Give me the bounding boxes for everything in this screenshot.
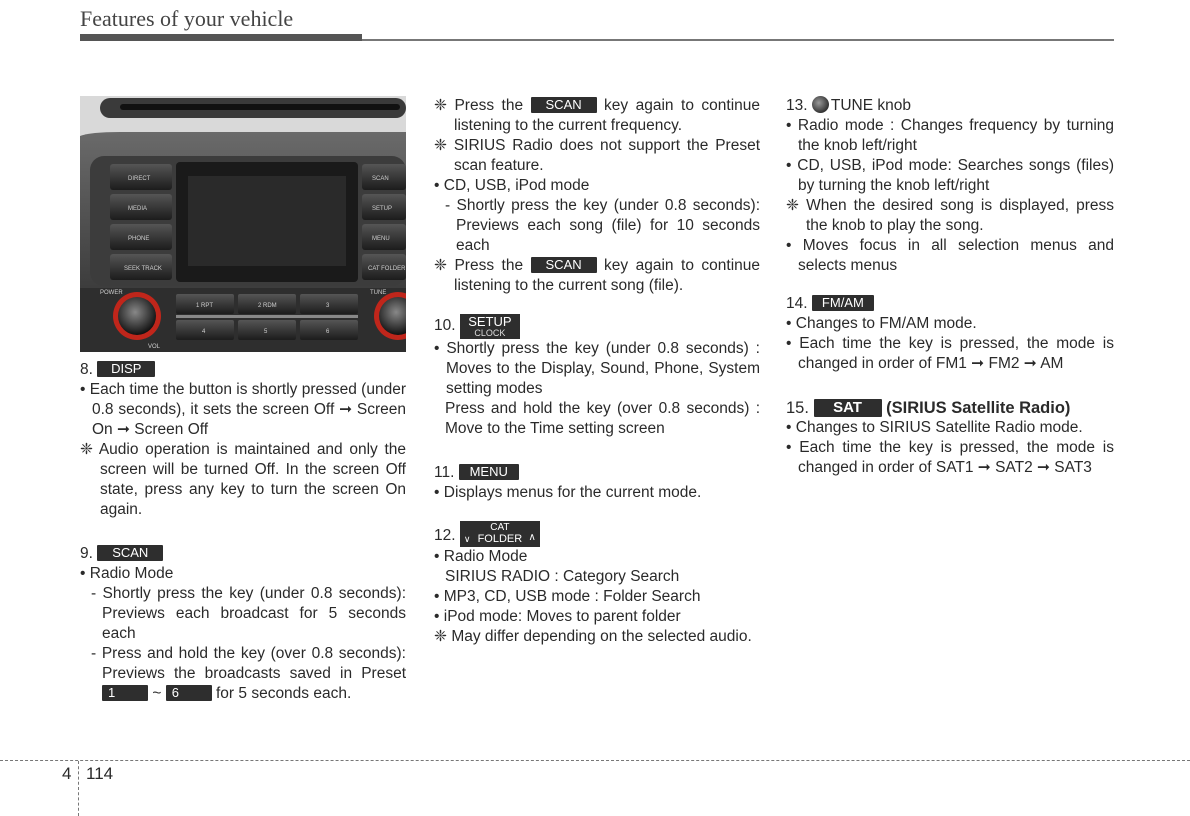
bullet-symbol: •	[786, 315, 792, 332]
chevron-down-icon: ∨	[463, 534, 471, 544]
column-right	[786, 96, 1114, 478]
setup-label: SETUP	[468, 314, 512, 329]
bullet-symbol: •	[786, 157, 792, 174]
item-9-dash-2-end: for 5 seconds each.	[216, 685, 352, 702]
scan-note-1	[434, 96, 760, 136]
item-number: 13.	[786, 97, 808, 114]
item-13-bullet-3	[786, 236, 1114, 276]
item-9-heading	[80, 544, 406, 564]
item-10-bullet	[434, 339, 760, 399]
radio-preset-2: 2 RDM	[258, 303, 277, 309]
bullet-text: Each time the key is pressed, the mode is changed in order of SAT1 ➞ SAT2 ➞ SAT3	[798, 439, 1114, 476]
item-13-bullet-1	[786, 116, 1114, 156]
footer-dashed-rule	[0, 760, 1190, 761]
radio-btn-phone: PHONE	[128, 236, 150, 242]
item-8-note-text: Audio operation is maintained and only the screen will be turned Off. In the screen Off state, press any key to turn the screen On again.	[98, 441, 407, 518]
item-13-heading	[786, 96, 1114, 116]
bullet-text: Moves focus in all selection menus and selects menus	[798, 237, 1114, 274]
folder-label: FOLDER	[477, 533, 523, 545]
bullet-text: Changes to FM/AM mode.	[795, 315, 977, 332]
bullet-symbol: •	[434, 608, 440, 625]
item-14-bullet-2	[786, 334, 1114, 374]
para-text: SIRIUS RADIO : Category Search	[445, 568, 680, 585]
fm-am-key-label: FM/AM	[812, 295, 874, 311]
bullet-text: CD, USB, iPod mode: Searches songs (files) by turning the knob left/right	[797, 157, 1114, 194]
bullet-text: Displays menus for the current mode.	[443, 484, 702, 501]
menu-key-label: MENU	[459, 464, 519, 480]
radio-preset-6: 6	[326, 329, 330, 335]
cat-folder-key-label	[460, 521, 540, 547]
dash-text: Shortly press the key (under 0.8 seconds): Previews each song (file) for 10 seconds each	[456, 197, 760, 254]
item-12-bullet-2	[434, 587, 760, 607]
item-13-bullet-2	[786, 156, 1114, 196]
tune-knob-icon	[812, 96, 829, 113]
item-14-heading	[786, 294, 1114, 314]
scan-key-label: SCAN	[531, 257, 597, 273]
chapter-number: 4	[62, 764, 72, 783]
bullet-text: Radio mode : Changes frequency by turning the knob left/right	[797, 117, 1115, 154]
bullet-symbol: •	[434, 588, 440, 605]
radio-btn-cat-folder: CAT FOLDER	[368, 266, 406, 272]
bullet-symbol: •	[786, 117, 792, 134]
note-text: SIRIUS Radio does not support the Preset scan feature.	[453, 137, 761, 174]
note-symbol: ❈	[786, 197, 799, 214]
radio-btn-menu: MENU	[372, 236, 390, 242]
dash-symbol: -	[91, 585, 97, 602]
item-10-heading	[434, 314, 760, 339]
item-12-note	[434, 627, 760, 647]
item-9-bullet	[80, 564, 406, 584]
dash-symbol: -	[445, 197, 451, 214]
note-text: key again to continue listening to the current song (file).	[454, 257, 761, 294]
radio-btn-scan: SCAN	[372, 176, 389, 182]
radio-btn-direct: DIRECT	[128, 176, 151, 182]
cd-usb-dash	[434, 196, 760, 256]
item-9-dash-1	[80, 584, 406, 644]
disp-key-label: DISP	[97, 361, 155, 377]
radio-preset-4: 4	[202, 329, 206, 335]
item-number: 10.	[434, 317, 456, 334]
item-number: 8.	[80, 361, 93, 378]
item-8-bullet	[80, 380, 406, 440]
note-symbol: ❈	[434, 257, 447, 274]
preset-6-key-label: 6	[166, 685, 212, 701]
item-12-bullet-1	[434, 547, 760, 567]
item-number: 14.	[786, 295, 808, 312]
cat-label: CAT	[490, 522, 510, 533]
item-15-bullet-2	[786, 438, 1114, 478]
bullet-text: Changes to SIRIUS Satellite Radio mode.	[795, 419, 1083, 436]
note-symbol: ❈	[434, 97, 447, 114]
item-13-title: TUNE knob	[830, 97, 911, 114]
bullet-symbol: •	[786, 419, 792, 436]
radio-preset-3: 3	[326, 303, 330, 309]
bullet-symbol: •	[434, 177, 440, 194]
item-8-note	[80, 440, 406, 520]
item-13-note	[786, 196, 1114, 236]
item-10-para	[434, 399, 760, 439]
radio-btn-media: MEDIA	[128, 206, 148, 212]
item-14-bullet-1	[786, 314, 1114, 334]
item-15-title: (SIRIUS Satellite Radio)	[886, 399, 1071, 417]
item-9-dash-1-text: Shortly press the key (under 0.8 seconds): Previews each broadcast for 5 seconds each	[102, 585, 406, 642]
chevron-up-icon: ∧	[528, 532, 536, 543]
item-12-para	[434, 567, 760, 587]
scan-note-2	[434, 136, 760, 176]
bullet-text: Radio Mode	[443, 548, 528, 565]
clock-label: CLOCK	[474, 328, 506, 338]
bullet-symbol: •	[434, 548, 440, 565]
item-number: 11.	[434, 464, 455, 481]
item-15-heading	[786, 398, 1114, 418]
cd-usb-bullet	[434, 176, 760, 196]
page-number: 114	[86, 764, 114, 783]
scan-key-label: SCAN	[531, 97, 597, 113]
note-text: When the desired song is displayed, press the knob to play the song.	[806, 197, 1114, 234]
item-9-text: Radio Mode	[89, 565, 174, 582]
header-rule	[362, 39, 1114, 41]
bullet-text: MP3, CD, USB mode : Folder Search	[443, 588, 701, 605]
note-text: May differ depending on the selected audio.	[451, 628, 752, 645]
dash-symbol: -	[91, 645, 97, 662]
radio-label-vol: VOL	[148, 344, 161, 350]
item-11-bullet	[434, 483, 760, 503]
para-text: Press and hold the key (over 0.8 seconds) : Move to the Time setting screen	[445, 400, 760, 437]
item-12-bullet-3	[434, 607, 760, 627]
bullet-text: CD, USB, iPod mode	[443, 177, 590, 194]
bullet-symbol: •	[786, 237, 792, 254]
bullet-text: Each time the key is pressed, the mode is changed in order of FM1 ➞ FM2 ➞ AM	[798, 335, 1114, 372]
bullet-symbol: •	[80, 565, 86, 582]
note-symbol: ❈	[434, 628, 447, 645]
item-9-dash-2	[80, 644, 406, 704]
radio-label-tune: TUNE	[370, 290, 387, 296]
preset-1-key-label: 1	[102, 685, 148, 701]
bullet-symbol: •	[434, 484, 440, 501]
header-title: Features of your vehicle	[80, 6, 294, 31]
radio-head-unit-image	[80, 96, 406, 352]
item-8-heading	[80, 360, 406, 380]
item-number: 15.	[786, 399, 809, 417]
column-left	[80, 360, 406, 704]
setup-clock-key-label	[460, 314, 520, 339]
note-text: Press the	[454, 257, 524, 274]
note-symbol: ❈	[80, 441, 93, 458]
radio-preset-1: 1 RPT	[196, 303, 214, 309]
item-number: 12.	[434, 527, 456, 544]
header-bar	[80, 34, 362, 41]
item-9-dash-2-text: Press and hold the key (over 0.8 seconds): Previews the broadcasts saved in Preset	[101, 645, 406, 682]
bullet-symbol: •	[434, 340, 440, 357]
item-number: 9.	[80, 545, 93, 562]
item-11-heading	[434, 463, 760, 483]
radio-illustration	[80, 96, 406, 352]
column-middle	[434, 96, 760, 647]
radio-label-power: POWER	[100, 290, 123, 296]
sat-key-label: SAT	[814, 399, 882, 417]
bullet-text: iPod mode: Moves to parent folder	[443, 608, 681, 625]
radio-btn-setup: SETUP	[372, 206, 393, 212]
note-symbol: ❈	[434, 137, 447, 154]
radio-preset-5: 5	[264, 329, 268, 335]
scan-key-label: SCAN	[97, 545, 163, 561]
note-text: Press the	[454, 97, 524, 114]
item-12-heading	[434, 521, 760, 547]
radio-btn-seek: SEEK TRACK	[124, 266, 162, 272]
footer-vertical-rule	[78, 761, 79, 816]
bullet-symbol: •	[80, 381, 86, 398]
bullet-symbol: •	[786, 335, 792, 352]
item-15-bullet-1	[786, 418, 1114, 438]
bullet-text: Shortly press the key (under 0.8 seconds) : Moves to the Display, Sound, Phone, System setting modes	[446, 340, 760, 397]
scan-note-3	[434, 256, 760, 296]
range-tilde: ~	[152, 685, 162, 702]
item-8-text: Each time the button is shortly pressed (under 0.8 seconds), it sets the screen Off ➞ Screen On ➞ Screen Off	[89, 381, 406, 438]
note-text: key again to continue listening to the current frequency.	[454, 97, 761, 134]
bullet-symbol: •	[786, 439, 792, 456]
